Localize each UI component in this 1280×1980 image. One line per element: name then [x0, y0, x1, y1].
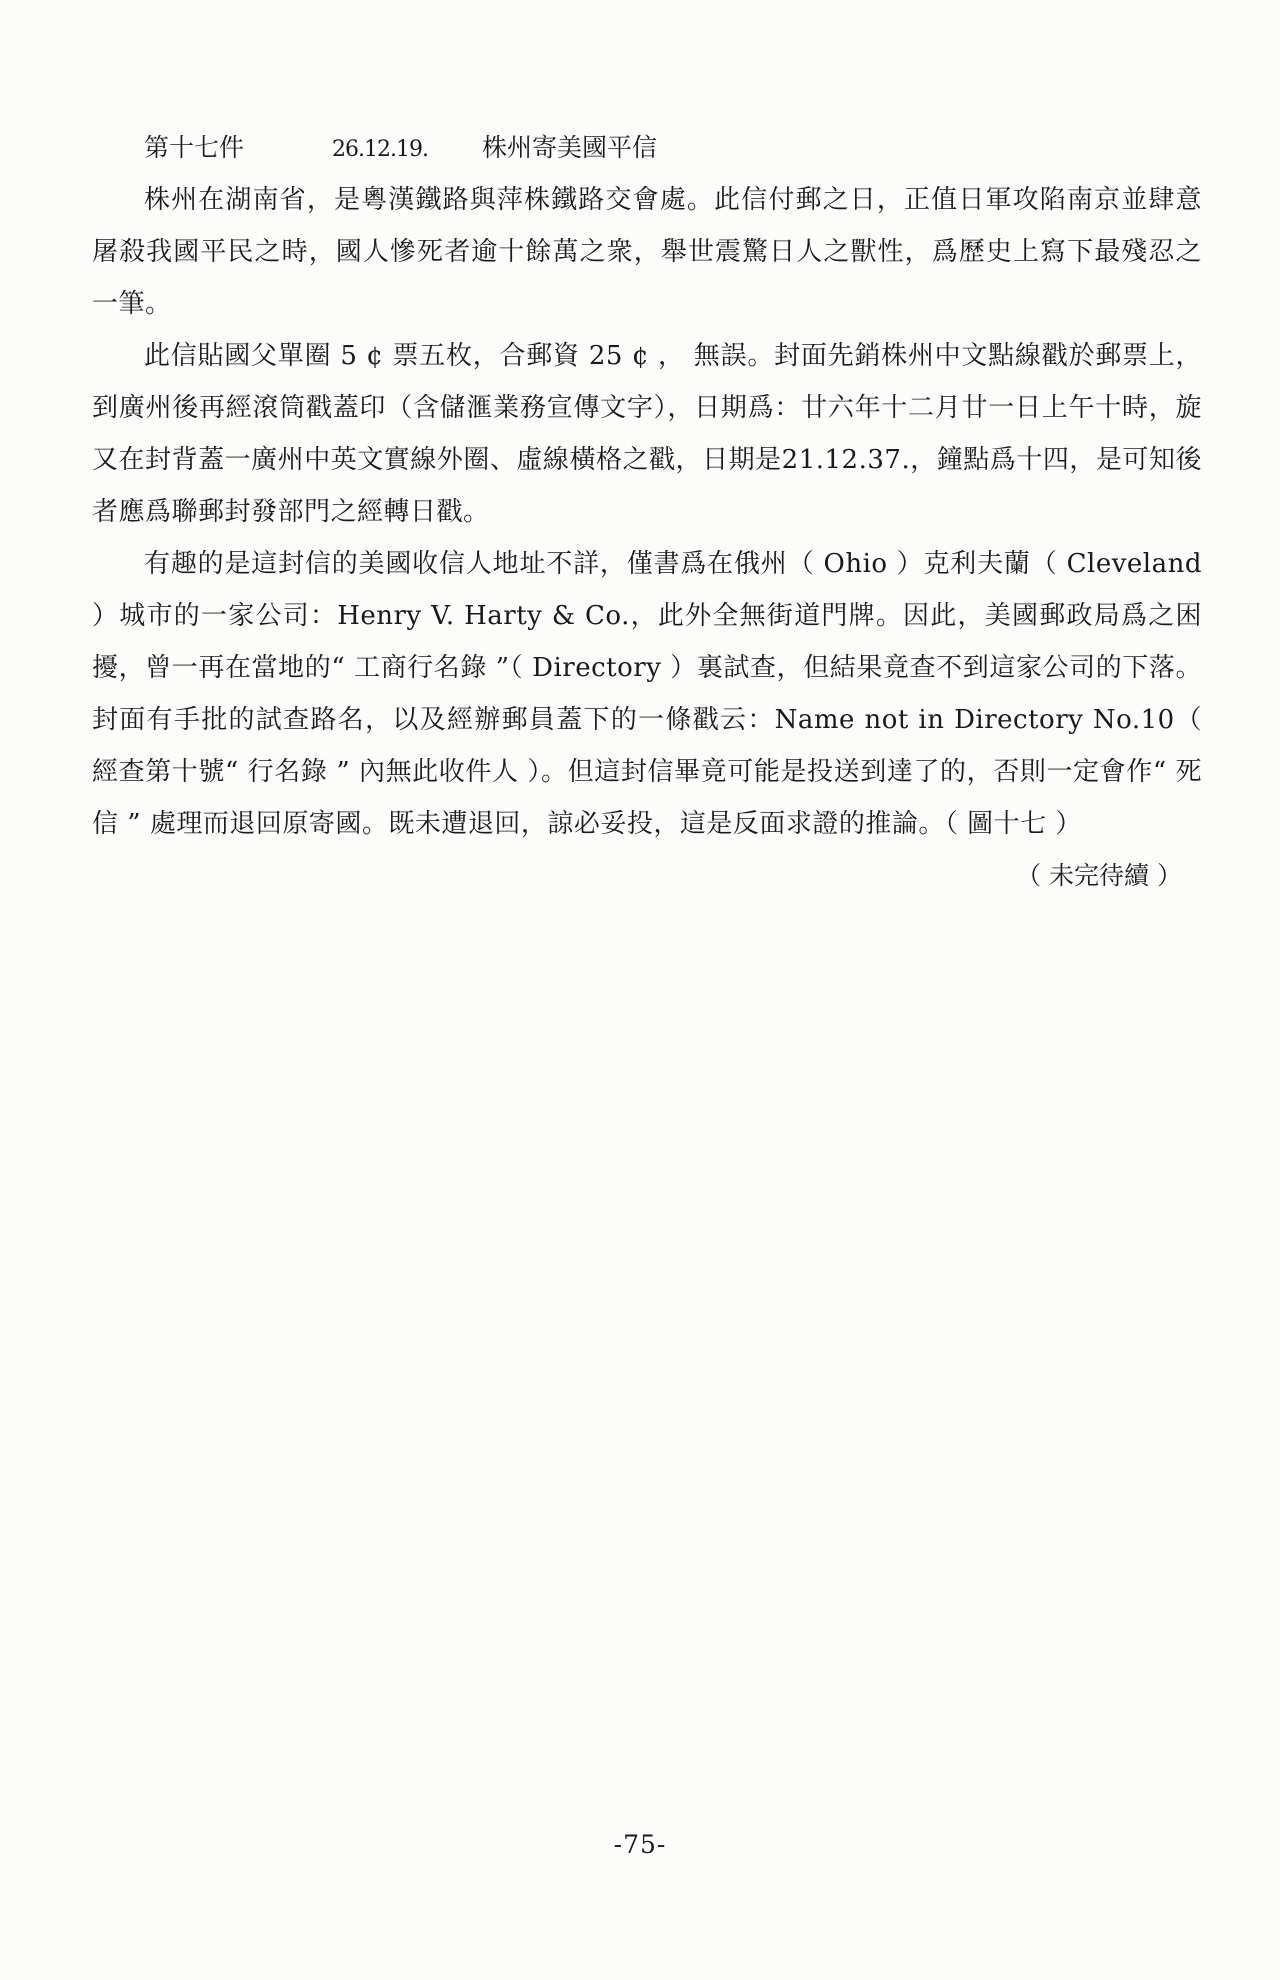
item-date: 26.12.19.	[332, 137, 428, 162]
item-title: 株州寄美國平信	[482, 133, 658, 162]
item-heading	[92, 122, 1202, 174]
article-body	[92, 122, 1202, 902]
paragraph-2: 此信貼國父單圈 5 ¢ 票五枚，合郵資 25 ¢ ， 無誤。封面先銷株州中文點線戳於郵票上，到廣州後再經滾筒戳蓋印（含儲滙業務宣傳文字），日期爲：廿六年十二月廿一日上午十時，旋又在封背蓋一廣州中英文實線外圈、虛線橫格之戳，日期是21.12.37.，鐘點爲十四，是可知後者應爲聯郵封發部門之經轉日戳。	[92, 341, 1202, 527]
item-number: 第十七件	[144, 133, 245, 162]
to-be-continued-note: （ 未完待續 ）	[1016, 861, 1182, 890]
page-number: -75-	[613, 1830, 667, 1859]
paragraph-1: 株州在湖南省，是粵漢鐵路與萍株鐵路交會處。此信付郵之日，正值日軍攻陷南京並肆意屠殺我國平民之時，國人慘死者逾十餘萬之衆，舉世震驚日人之獸性，爲歷史上寫下最殘忍之一筆。	[92, 185, 1202, 319]
paragraph-3: 有趣的是這封信的美國收信人地址不詳，僅書爲在俄州（ Ohio ）克利夫蘭（ Cleveland ）城市的一家公司：Henry V. Harty & Co.，此外全無街道門牌。因此，美國郵政局爲之困擾，曾一再在當地的“ 工商行名錄 ”（ Directory ）裏試查，但結果竟查不到這家公司的下落。封面有手批的試查路名，以及經辦郵員蓋下的一條戳云：Name not in Directory No.10（ 經查第十號“ 行名錄 ” 內無此收件人 ）。但這封信畢竟可能是投送到達了的，否則一定會作“ 死信 ” 處理而退回原寄國。既未遭退回，諒必妥投，這是反面求證的推論。（ 圖十七 ）	[92, 549, 1202, 839]
